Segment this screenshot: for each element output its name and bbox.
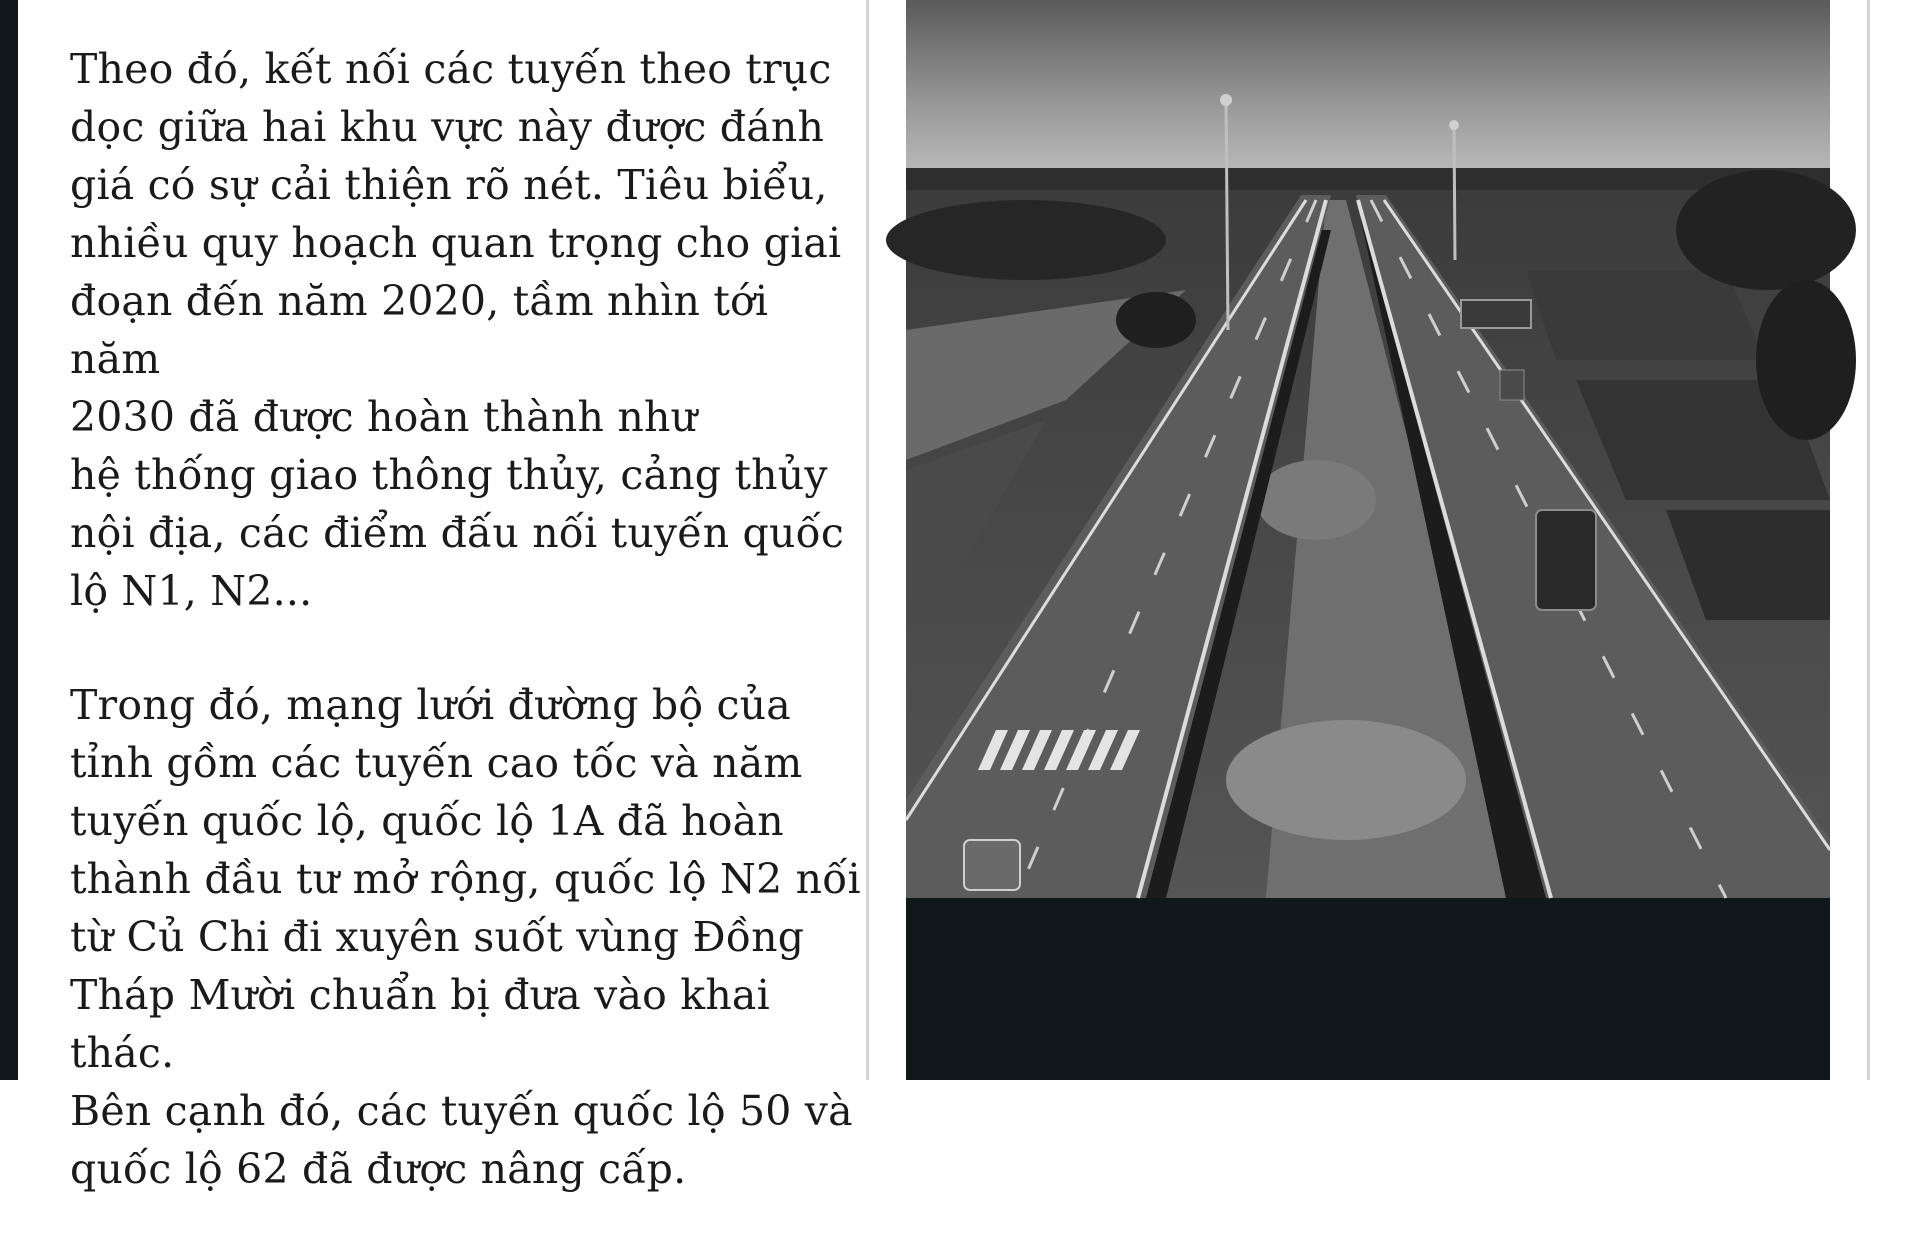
left-dark-bar: [0, 0, 18, 1080]
paragraph-2: Trong đó, mạng lưới đường bộ của tỉnh gồm các tuyến cao tốc và năm tuyến quốc lộ, quốc lộ 1A đã hoàn thành đầu tư mở rộng, quốc lộ N2 nối từ Củ Chi đi xuyên suốt vùng Đồng Tháp Mười chuẩn bị đưa vào khai thác. Bên cạnh đó, các tuyến quốc lộ 50 và quốc lộ 62 đã được nâng cấp.: [70, 681, 861, 1193]
column-divider-left: [866, 0, 869, 1080]
paragraph-1: Theo đó, kết nối các tuyến theo trục dọc giữa hai khu vực này được đánh giá có sự cải thiện rõ nét. Tiêu biểu, nhiều quy hoạch quan trọng cho giai đoạn đến năm 2020, tầm nhìn tới năm 2030 đã được hoàn thành như hệ thống giao thông thủy, cảng thủy nội địa, các điểm đấu nối tuyến quốc lộ N1, N2...: [70, 45, 845, 615]
article-text-column: [70, 40, 870, 1254]
image-panel: [906, 0, 1830, 1080]
expressway-photo: [906, 0, 1830, 898]
column-divider-right: [1867, 0, 1870, 1080]
